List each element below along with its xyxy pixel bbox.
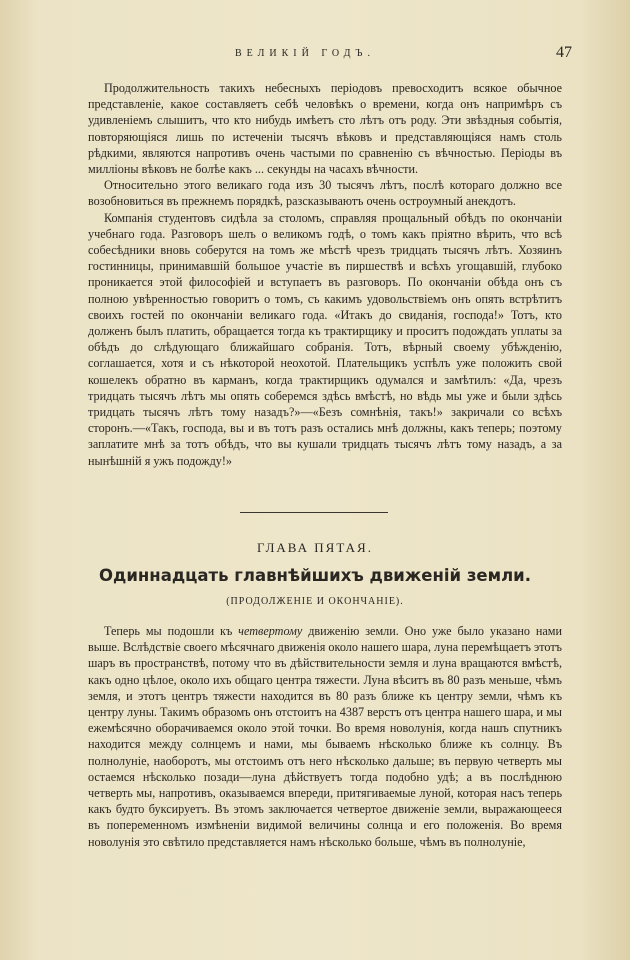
text-block-fourth-motion (88, 623, 562, 850)
running-head (0, 44, 630, 64)
paragraph (88, 623, 562, 850)
page-number: 47 (556, 44, 572, 61)
paragraph: Компанія студентовъ сидѣла за столомъ, справляя прощальный обѣдъ по окончаніи учебнаго года. Разговоръ шелъ о великомъ годѣ, о томъ какъ пріятно вѣрить, что всѣ собесѣдники вновь соберутся на томъ же мѣстѣ чрезъ тридцать тысячъ лѣтъ. Хозяинъ гостинницы, принимавшій большое участіе въ пиршествѣ и всѣхъ угощавшій, глубоко проникается этой философіей и вступаетъ въ разговоръ. По окончаніи обѣда онъ съ полною увѣренностью говоритъ о томъ, съ какимъ удовольствіемъ онъ опять встрѣтитъ своихъ гостей по окончаніи великаго года. «Итакъ до свиданія, господа!» Тотъ, кто долженъ былъ платить, обращается тогда къ трактирщику и проситъ подождать уплаты за обѣдъ до слѣдующаго ближайшаго собранія. Тотъ, вѣрный своему убѣжденію, соглашается, хотя и съ нѣкоторой неохотой. Плательщикъ успѣлъ уже положить свой кошелекъ обратно въ карманъ, когда трактирщикъ одумался и замѣтилъ: «Да, чрезъ тридцать тысячъ лѣтъ мы опять соберемся здѣсь вмѣстѣ, но вѣдь мы уже и были здѣсь тридцать тысячъ лѣтъ тому назадъ?»—«Безъ сомнѣнія, такъ!» закричали со всѣхъ сторонъ.—«Такъ, господа, вы и въ тотъ разъ остались мнѣ должны, какъ теперь; поэтому заплатите мнѣ за тотъ обѣдъ, что вы кушали тридцать тысячъ лѣтъ тому назадъ, а за нынѣшній я ужъ подожду!» (88, 210, 562, 468)
paragraph: Продолжительность такихъ небесныхъ періодовъ превосходитъ всякое обычное представленіе, какое составляетъ себѣ человѣкъ о времени, когда онъ напримѣръ съ удивленіемъ слышитъ, что кто нибудь имѣетъ сто лѣтъ отъ роду. Эти звѣздныя событія, повторяющіяся лишь по истеченіи тысячъ вѣковъ и представляющіяся намъ столь рѣдкими, являются напротивъ очень частыми по сравненію съ вѣчностью. Періоды въ милліоны вѣковъ не болѣе какъ ... секунды на часахъ вѣчности. (88, 81, 562, 177)
text-block-great-year (88, 80, 562, 469)
paragraph-intro: Теперь мы подошли къ (104, 624, 233, 638)
paragraph: Относительно этого великаго года изъ 30 тысячъ лѣтъ, послѣ котораго должно все возобновиться въ прежнемъ порядкѣ, разсказываютъ очень остроумный анекдотъ. (88, 178, 562, 209)
chapter-note: (ПРОДОЛЖЕНІЕ И ОКОНЧАНІЕ). (226, 596, 404, 607)
running-title: ВЕЛИКІЙ ГОДЪ. (234, 48, 375, 59)
emphasis-word: четвертому (238, 624, 303, 638)
chapter-heading: ГЛАВА ПЯТАЯ. (257, 540, 373, 555)
chapter-title: Одиннадцать главнѣйшихъ движеній земли. (98, 566, 531, 585)
paragraph-body: движенію земли. Оно уже было указано нами выше. Вслѣдствіе своего мѣсячнаго движенія около нашего шара, луна перемѣщаетъ этотъ шаръ въ пространствѣ, потому что въ дѣйствительности земля и луна вращаются вмѣстѣ, какъ одно цѣлое, около ихъ общаго центра тяжести. Луна вѣситъ въ 80 разъ меньше, чѣмъ земля, и этотъ центръ тяжести находится въ 80 разъ ближе къ центру земли, чѣмъ къ центру луны. Такимъ образомъ онъ отстоитъ на 4387 верстъ отъ центра нашего шара, и мы ежемѣсячно оборачиваемся около этой точки. Во время новолунія, когда нашъ спутникъ находится между солнцемъ и нами, мы бываемъ нѣсколько ближе къ солнцу. Въ полнолуніе, наоборотъ, мы отстоимъ отъ него нѣсколько дальше; въ первую четверть мы остаемся нѣсколько позади—луна дѣйствуетъ тогда подобно удѣ; а въ послѣднюю четверть мы, напротивъ, оказываемся впереди, притягиваемые луной, которая насъ теперь какъ будто буксируетъ. Въ этомъ заключается четвертое движеніе земли, выражающееся въ попеременномъ измѣненіи видимой величины солнца и его положенія. Во время новолунія это свѣтило представляется намъ нѣсколько больше, чѣмъ въ полнолуніе, (88, 624, 563, 849)
section-divider (240, 512, 388, 513)
